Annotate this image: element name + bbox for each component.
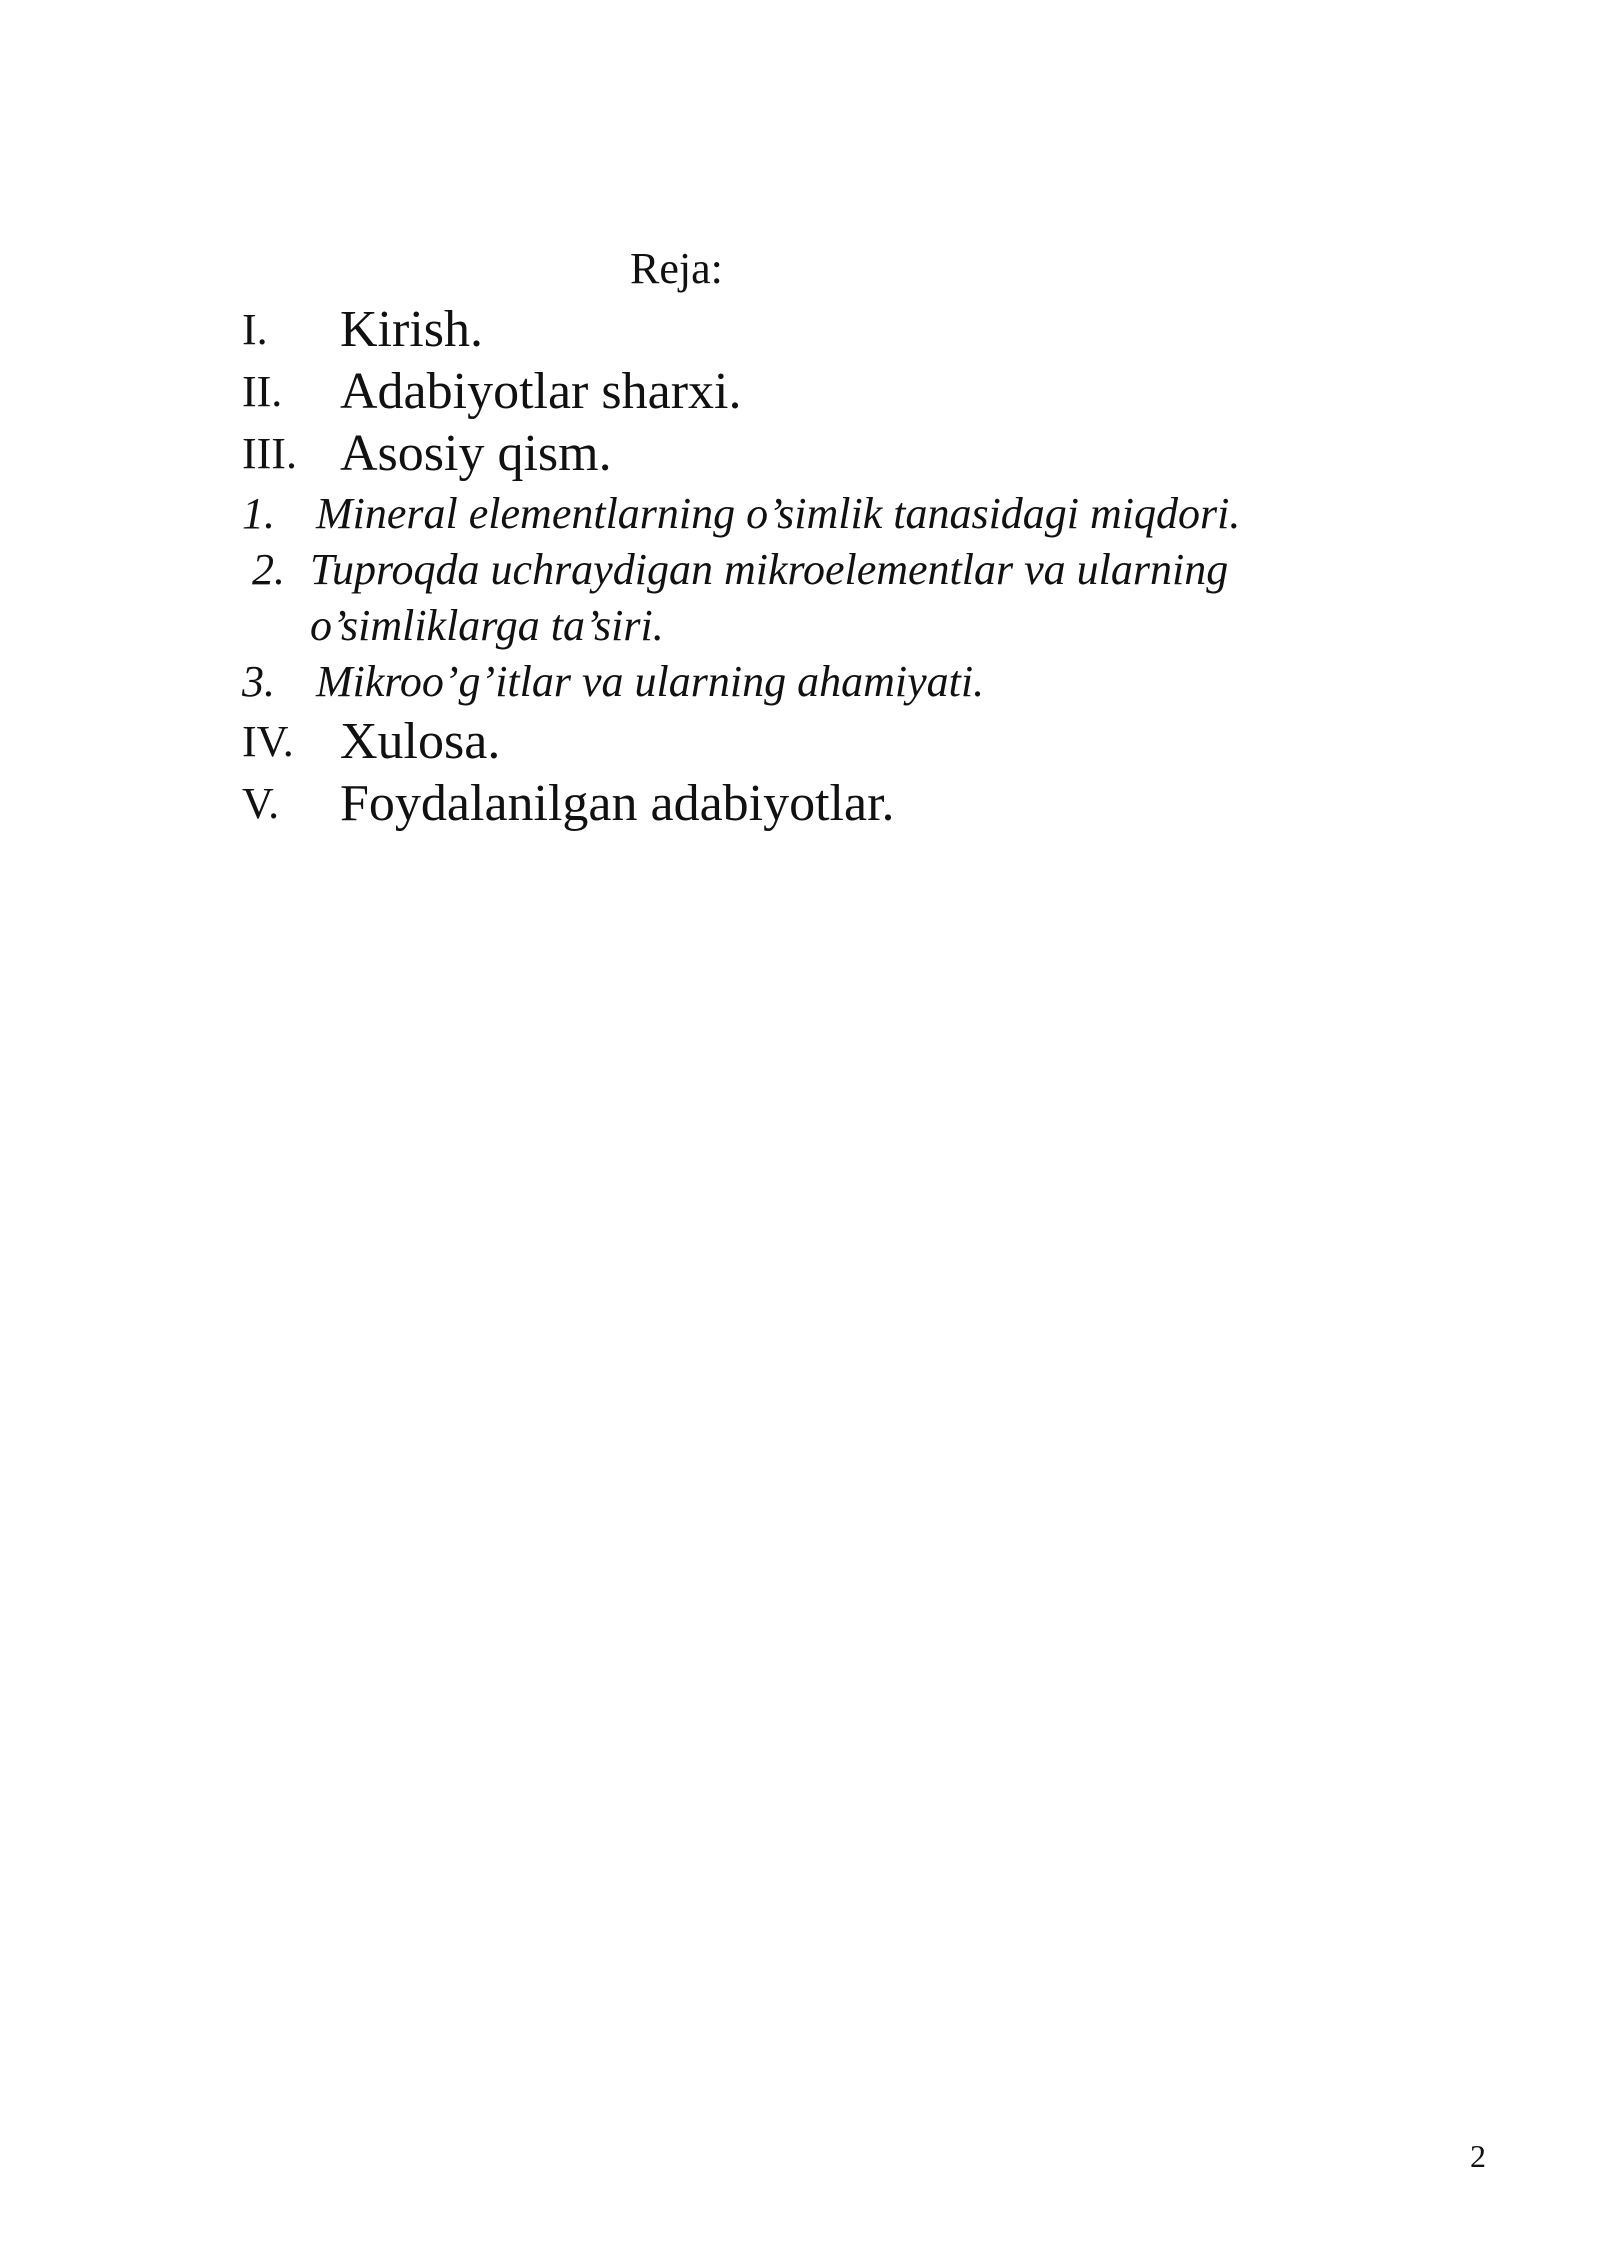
section-title: Asosiy qism. [340,425,612,482]
section-title: Kirish. [340,301,483,358]
subsection-number: 2. [252,545,285,594]
section-number: IV. [242,717,294,766]
section-title: Xulosa. [340,713,501,770]
subsection-number: 3. [242,657,275,706]
section-title: Adabiyotlar sharxi. [340,363,742,420]
subsection-number: 1. [242,489,275,538]
subsection-title: Mikroo’g’itlar va ularning ahamiyati. [316,657,985,706]
section-number: I. [242,305,268,354]
subsection-title: Mineral elementlarning o’simlik tanasidagi miqdori. [316,489,1241,538]
section-title: Foydalanilgan adabiyotlar. [340,775,895,832]
plan-title: Reja: [630,244,723,293]
section-number: III. [242,429,297,478]
section-number: II. [242,367,283,416]
section-number: V. [242,779,280,828]
subsection-title-continuation: o’simliklarga ta’siri. [310,601,664,650]
page-number: 2 [1470,2138,1486,2174]
subsection-title: Tuproqda uchraydigan mikroelementlar va ularning [310,545,1229,594]
